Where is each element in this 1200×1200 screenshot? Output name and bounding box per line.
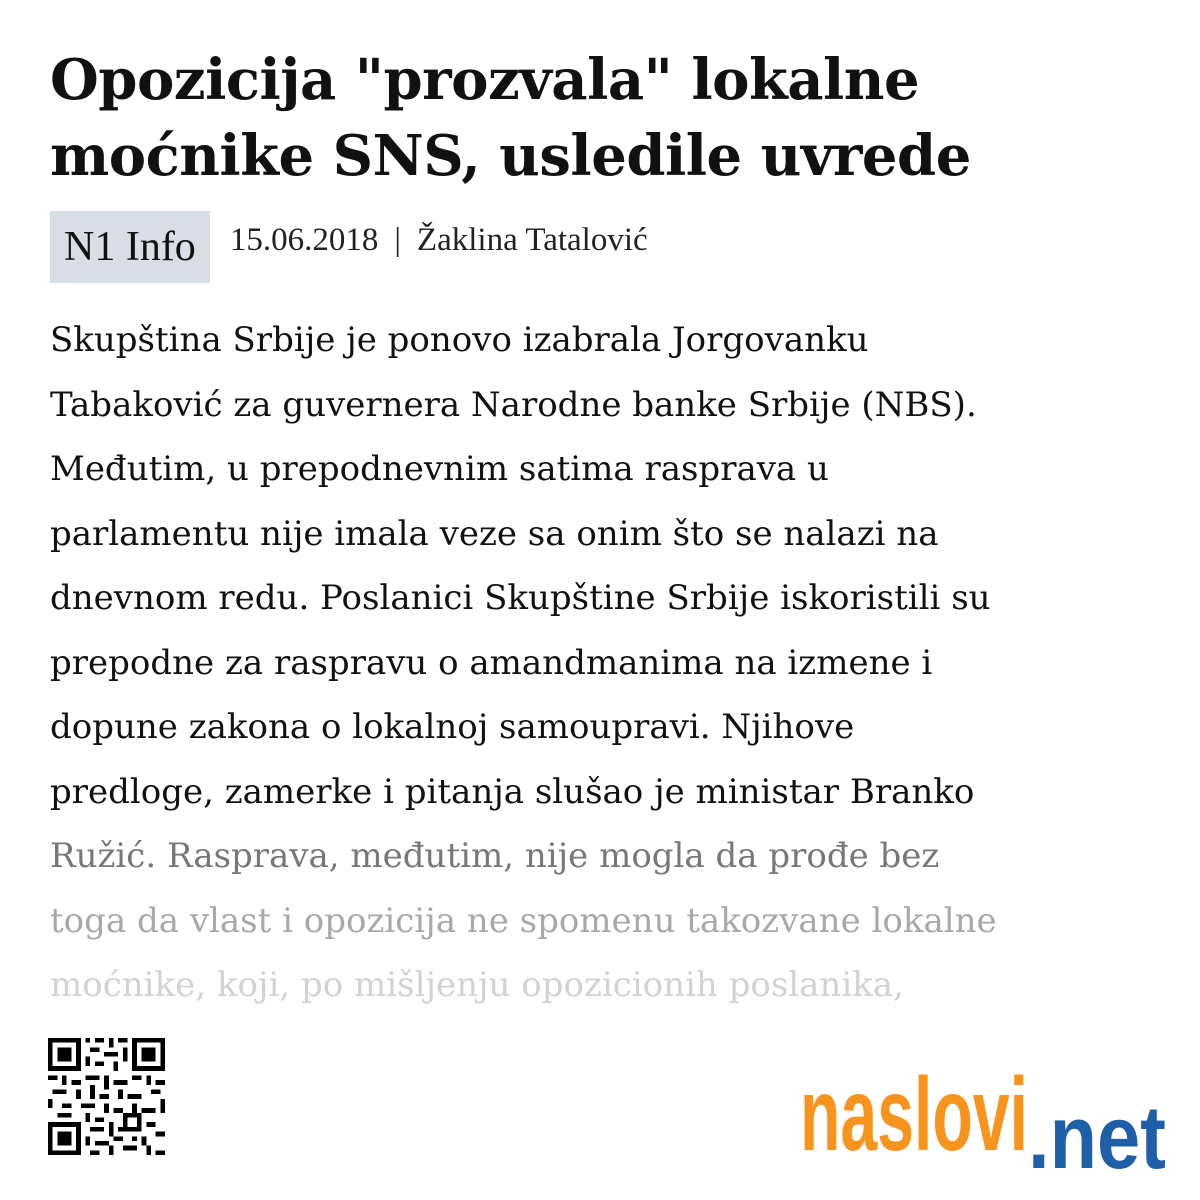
article-author: Žaklina Tatalović [416, 221, 648, 258]
body-line: Skupština Srbije je ponovo izabrala Jorgovanku [50, 320, 869, 360]
meta-info [230, 222, 648, 259]
body-line: dnevnom redu. Poslanici Skupštine Srbije iskoristili su [50, 578, 991, 618]
article-meta [50, 211, 648, 283]
body-line: Tabaković za guvernera Narodne banke Srbije (NBS). [50, 384, 977, 425]
logo-text-orange: naslovi [800, 1060, 1028, 1170]
naslovi-net-logo[interactable] [800, 1060, 1170, 1170]
body-line: dopune zakona o lokalnoj samoupravi. Njihove [50, 707, 855, 747]
qr-code-icon[interactable] [48, 1038, 165, 1155]
body-line: parlamentu nije imala veze sa onim što se nalazi na [50, 513, 939, 554]
body-line-faded: toga da vlast i opozicija ne spomenu takozvane lokalne [50, 900, 997, 941]
source-badge[interactable]: N1 Info [50, 211, 210, 283]
logo-text-blue: .net [1028, 1088, 1166, 1170]
body-line-faded: Ružić. Rasprava, međutim, nije mogla da prođe bez [50, 836, 940, 876]
article-body [50, 308, 1160, 1018]
article-date: 15.06.2018 [229, 221, 379, 258]
body-line: prepodne za raspravu o amandmanima na izmene i [50, 642, 933, 683]
body-line: Međutim, u prepodnevnim satima rasprava u [50, 449, 829, 489]
body-line: predloge, zamerke i pitanja slušao je ministar Branko [50, 771, 975, 812]
meta-separator: | [394, 221, 401, 258]
article-title: Opozicija "prozvala" lokalne moćnike SNS, usledile uvrede [50, 47, 971, 189]
body-line-faded: moćnike, koji, po mišljenju opozicionih poslanika, [50, 965, 904, 1005]
